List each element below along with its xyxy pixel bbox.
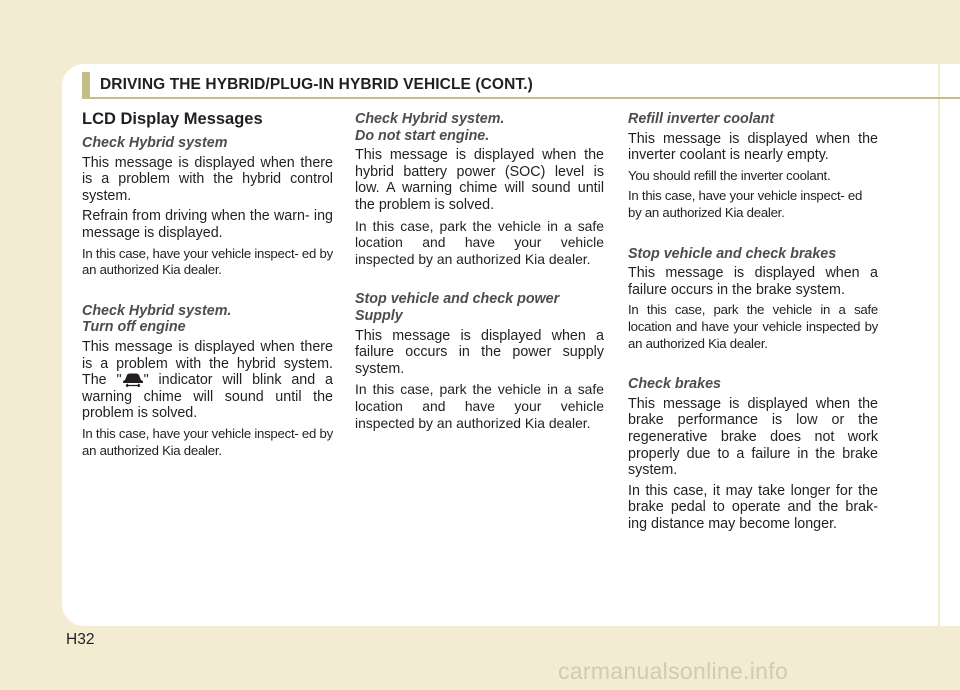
section-header-title: DRIVING THE HYBRID/PLUG-IN HYBRID VEHICLE (CONT.) [100, 76, 533, 93]
turn-off-engine-dealer: In this case, have your vehicle inspect- ed by an authorized Kia dealer. [82, 425, 333, 458]
check-brakes-system-title: Stop vehicle and check brakes [628, 245, 837, 262]
refill-inverter-coolant-desc: This message is displayed when the inverter coolant is nearly empty. [628, 130, 878, 164]
check-power-supply-desc: This message is displayed when a failure occurs in the power supply system. [355, 327, 604, 377]
check-power-supply-title-line1: Stop vehicle and check power [355, 291, 560, 308]
do-not-start-engine-title [355, 111, 604, 144]
refill-inverter-coolant-title: Refill inverter coolant [628, 111, 775, 127]
turn-off-engine-desc-b: " indicator will blink and a warning chime will sound until the problem is solved. [82, 372, 333, 422]
hybrid-car-warning-icon [122, 372, 144, 387]
check-brakes-note: In this case, it may take longer for the brake pedal to operate and the brak- ing distance may become longer. [628, 482, 878, 532]
header-accent-bar [82, 72, 90, 98]
panel-divider [938, 64, 940, 626]
do-not-start-engine-title-line2: Do not start engine. [355, 127, 490, 144]
turn-off-engine-title [82, 303, 333, 336]
check-power-supply-dealer: In this case, park the vehicle in a safe location and have your vehicle inspected by an authorized Kia dealer. [355, 381, 604, 431]
do-not-start-engine-dealer: In this case, park the vehicle in a safe location and have your vehicle inspected by an authorized Kia dealer. [355, 217, 604, 267]
refill-inverter-coolant-advice: You should refill the inverter coolant. [628, 167, 831, 183]
check-brakes-title: Check brakes [628, 376, 721, 393]
check-brakes-system-dealer: In this case, park the vehicle in a safe location and have your vehicle inspected by an authorized Kia dealer. [628, 302, 878, 351]
check-hybrid-system-dealer: In this case, have your vehicle inspect- ed by an authorized Kia dealer. [82, 245, 333, 278]
refill-inverter-coolant-dealer: In this case, have your vehicle inspect- ed by an authorized Kia dealer. [628, 188, 863, 220]
turn-off-engine-title-line1: Check Hybrid system. [82, 302, 232, 319]
check-brakes-system-desc: This message is displayed when a failure occurs in the brake system. [628, 265, 878, 298]
check-hybrid-system-advice: Refrain from driving when the warn- ing message is displayed. [82, 208, 333, 241]
do-not-start-engine-title-line1: Check Hybrid system. [355, 111, 505, 127]
page-number: H32 [66, 631, 95, 648]
lcd-messages-heading: LCD Display Messages [82, 110, 263, 128]
column-1 [82, 109, 333, 463]
column-2 [355, 109, 604, 435]
check-hybrid-system-desc: This message is displayed when there is a problem with the hybrid control system. [82, 154, 333, 204]
header-rule [82, 97, 960, 99]
column-3 [628, 109, 878, 536]
site-watermark: carmanualsonline.info [558, 658, 789, 684]
check-hybrid-system-title: Check Hybrid system [82, 135, 228, 151]
check-power-supply-title [355, 291, 604, 324]
turn-off-engine-desc [82, 339, 333, 422]
do-not-start-engine-desc: This message is displayed when the hybrid battery power (SOC) level is low. A warning chime will sound until the problem is solved. [355, 147, 604, 213]
turn-off-engine-title-line2: Turn off engine [82, 319, 186, 336]
turn-off-engine-desc-a: This message is displayed when there is a problem with the hybrid system. The " [82, 338, 333, 389]
check-power-supply-title-line2: Supply [355, 307, 403, 324]
check-brakes-desc: This message is displayed when the brake performance is low or the regenerative brake does not work properly due to a failure in the brake system. [628, 395, 878, 479]
